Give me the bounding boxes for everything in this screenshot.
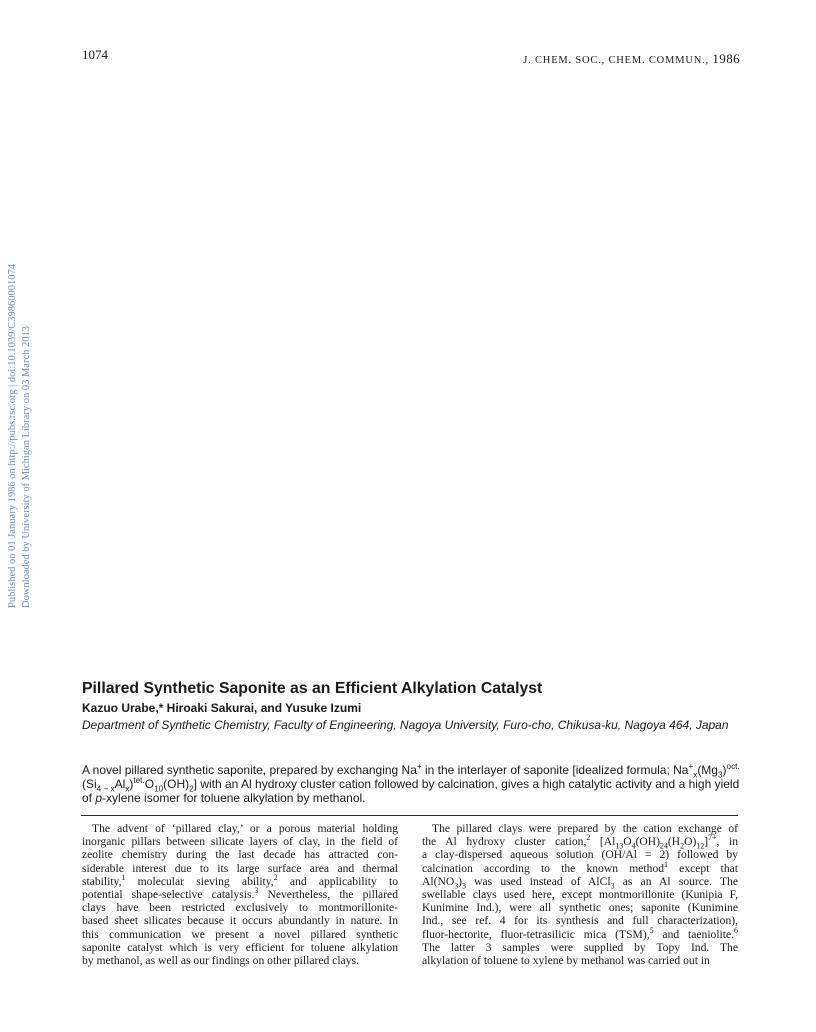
- article-title: Pillared Synthetic Saponite as an Efficient Alkylation Catalyst: [82, 680, 543, 697]
- body-line: $Al(NO_3)_3$ was used instead of AlCl$_3$ as an Al source. The: [422, 874, 738, 891]
- abstract: A novel pillared synthetic saponite, prepared by exchanging Na+ in the interlayer of saponite [idealized formula; $Na^+_x(Mg_3)^{oct.}(Si_{4 - x}Al_x)^{tet.}O_{10}(OH)_2$] with an Al hydroxy cluster cation followed by calcination, gives a high catalytic activity and a high yield of p-xylene isomer for toluene alkylation by methanol.: [82, 762, 740, 805]
- body-line: Kunimine Ind.), were all synthetic ones; saponite (Kunimine: [422, 901, 738, 915]
- body-column-right: [422, 822, 738, 967]
- page-number: 1074: [82, 47, 108, 62]
- body-line: fluor-hectorite, fluor-tetrasilicic mica (TSM),$^5$ and taeniolite.$^6$: [422, 925, 738, 941]
- body-line: the Al hydroxy cluster cation,$^2$ $[Al_{13}O_4(OH)_{24}(H_2O)_{12}]^{7+}$, in: [422, 833, 738, 851]
- affiliation: Department of Synthetic Chemistry, Faculty of Engineering, Nagoya University, Furo-cho, Chikusa-ku, Nagoya 464, Japan: [82, 718, 729, 732]
- section-divider: [81, 815, 738, 816]
- body-line: siderable interest due to its large surface area and thermal: [82, 861, 398, 875]
- body-line: The advent of ‘pillared clay,’ or a porous material holding: [92, 822, 398, 835]
- body-line: zeolite chemistry during the last decade has attracted con-: [82, 848, 398, 862]
- sidebar-published-line[interactable]: Published on 01 January 1986 on http://pubs.rsc.org | doi:10.1039/C39860001074: [7, 263, 18, 608]
- journal-name: J. CHEM. SOC., CHEM. COMMUN.,: [523, 55, 709, 66]
- body-line: by methanol, as well as our findings on other pillared clays.: [82, 953, 359, 967]
- body-line: swellable clays used here, except montmorillonite (Kunipia F,: [422, 887, 738, 901]
- journal-year: 1986: [712, 51, 740, 66]
- body-line: inorganic pillars between silicate layers of clay, in the field of: [82, 835, 398, 849]
- author-list: Kazuo Urabe,* Hiroaki Sakurai, and Yusuke Izumi: [82, 701, 362, 715]
- body-line: The pillared clays were prepared by the cation exchange of: [432, 822, 738, 835]
- body-column-left: [82, 822, 398, 967]
- body-line: saponite catalyst which is very efficient for toluene alkylation: [82, 940, 398, 954]
- download-sidebar: [7, 258, 49, 608]
- journal-header: [523, 51, 740, 67]
- body-line: alkylation of toluene to xylene by methanol was carried out in: [422, 953, 710, 967]
- body-line: calcination according to the known method$^1$ except that: [422, 859, 739, 875]
- sidebar-downloaded-line: Downloaded by University of Michigan Library on 03 March 2013: [21, 326, 32, 608]
- body-line: clays have been restricted exclusively to montmorillonite-: [82, 901, 398, 915]
- body-line: stability,$^1$ molecular sieving ability,$^2$ and applicability to: [82, 872, 399, 888]
- body-line: based sheet silicates because it occurs abundantly in nature. In: [82, 914, 398, 928]
- body-line: Ind., see ref. 4 for its synthesis and full characterization),: [422, 914, 738, 928]
- body-line: The latter 3 samples were supplied by Topy Ind. The: [422, 940, 738, 954]
- body-line: this communication we present a novel pillared synthetic: [82, 927, 398, 941]
- body-line: potential shape-selective catalysis.$^3$ Nevertheless, the pillared: [82, 886, 398, 901]
- body-line: a clay-dispersed aqueous solution (OH/Al = 2) followed by: [422, 848, 738, 862]
